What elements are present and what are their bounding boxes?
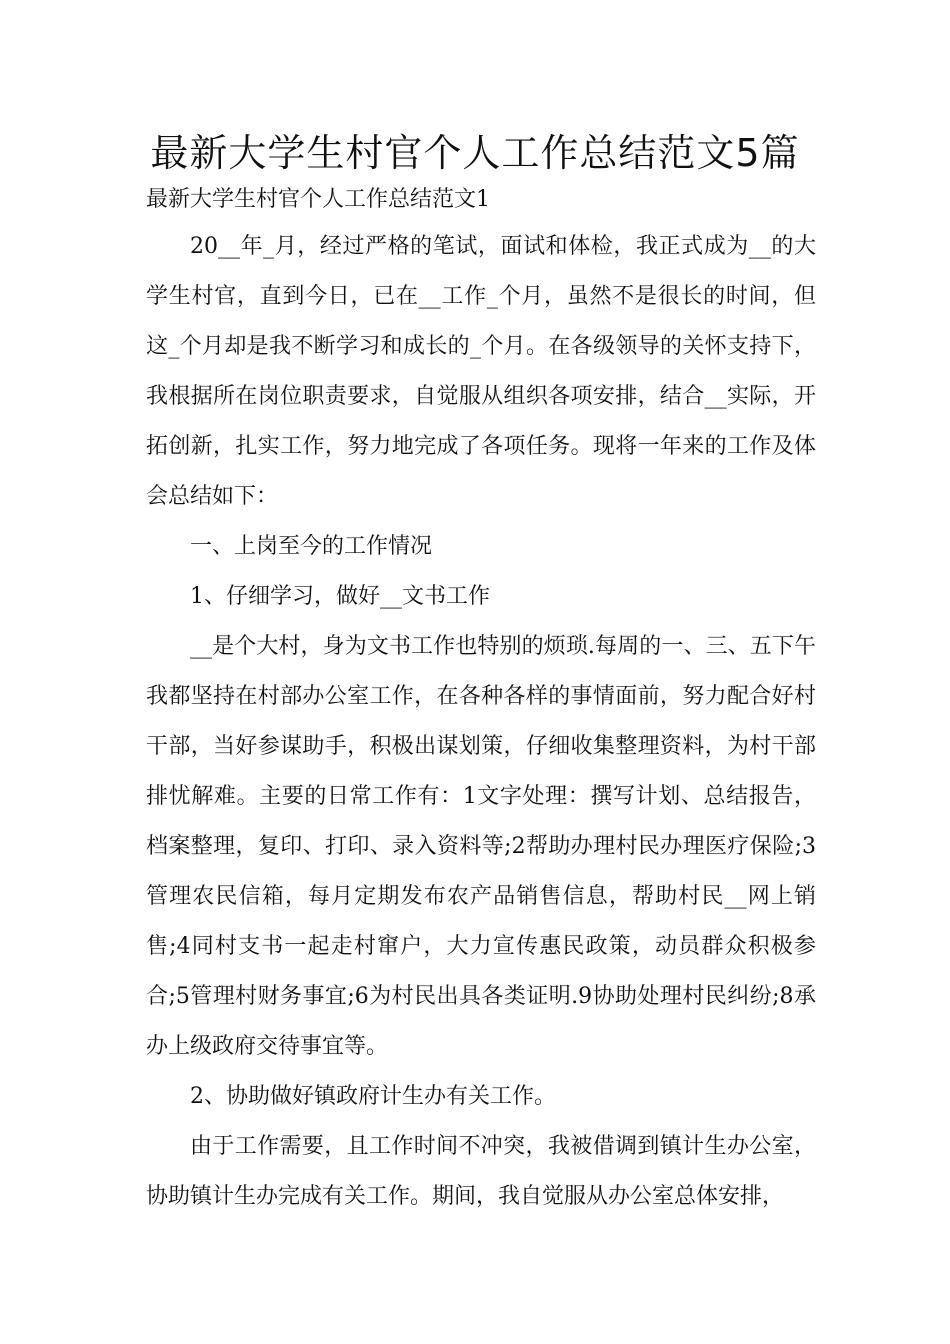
- subsection-heading-1: 1、仔细学习，做好__文书工作: [190, 584, 490, 609]
- document-subtitle: 最新大学生村官个人工作总结范文1: [146, 187, 490, 212]
- subsection-heading-2: 2、协助做好镇政府计生办有关工作。: [190, 1084, 556, 1109]
- document-title: 最新大学生村官个人工作总结范文5篇: [150, 131, 800, 175]
- paragraph-clerical-work: __是个大村，身为文书工作也特别的烦琐.每周的一、三、五下午我都坚持在村部办公室工作，在各种各样的事情面前，努力配合好村干部，当好参谋助手，积极出谋划策，仔细收集整理资料，为村干部排忧解难。主要的日常工作有：1文字处理：撰写计划、总结报告，档案整理，复印、打印、录入资料等;2帮助办理村民办理医疗保险;3管理农民信箱，每月定期发布农产品销售信息，帮助村民__网上销售;4同村支书一起走村窜户，大力宣传惠民政策，动员群众积极参合;5管理村财务事宜;6为村民出具各类证明.9协助处理村民纠纷;8承办上级政府交待事宜等。: [146, 634, 816, 1059]
- paragraph-intro: 20__年_月，经过严格的笔试，面试和体检，我正式成为__的大学生村官，直到今日，已在__工作_个月，虽然不是很长的时间，但这_个月却是我不断学习和成长的_个月。在各级领导的关怀支持下，我根据所在岗位职责要求，自觉服从组织各项安排，结合__实际，开拓创新，扎实工作，努力地完成了各项任务。现将一年来的工作及体会总结如下：: [146, 234, 816, 509]
- paragraph-family-planning: 由于工作需要，且工作时间不冲突，我被借调到镇计生办公室，协助镇计生办完成有关工作。期间，我自觉服从办公室总体安排，: [146, 1134, 816, 1209]
- document-body: [146, 180, 816, 1222]
- section-heading-1: 一、上岗至今的工作情况: [190, 534, 433, 559]
